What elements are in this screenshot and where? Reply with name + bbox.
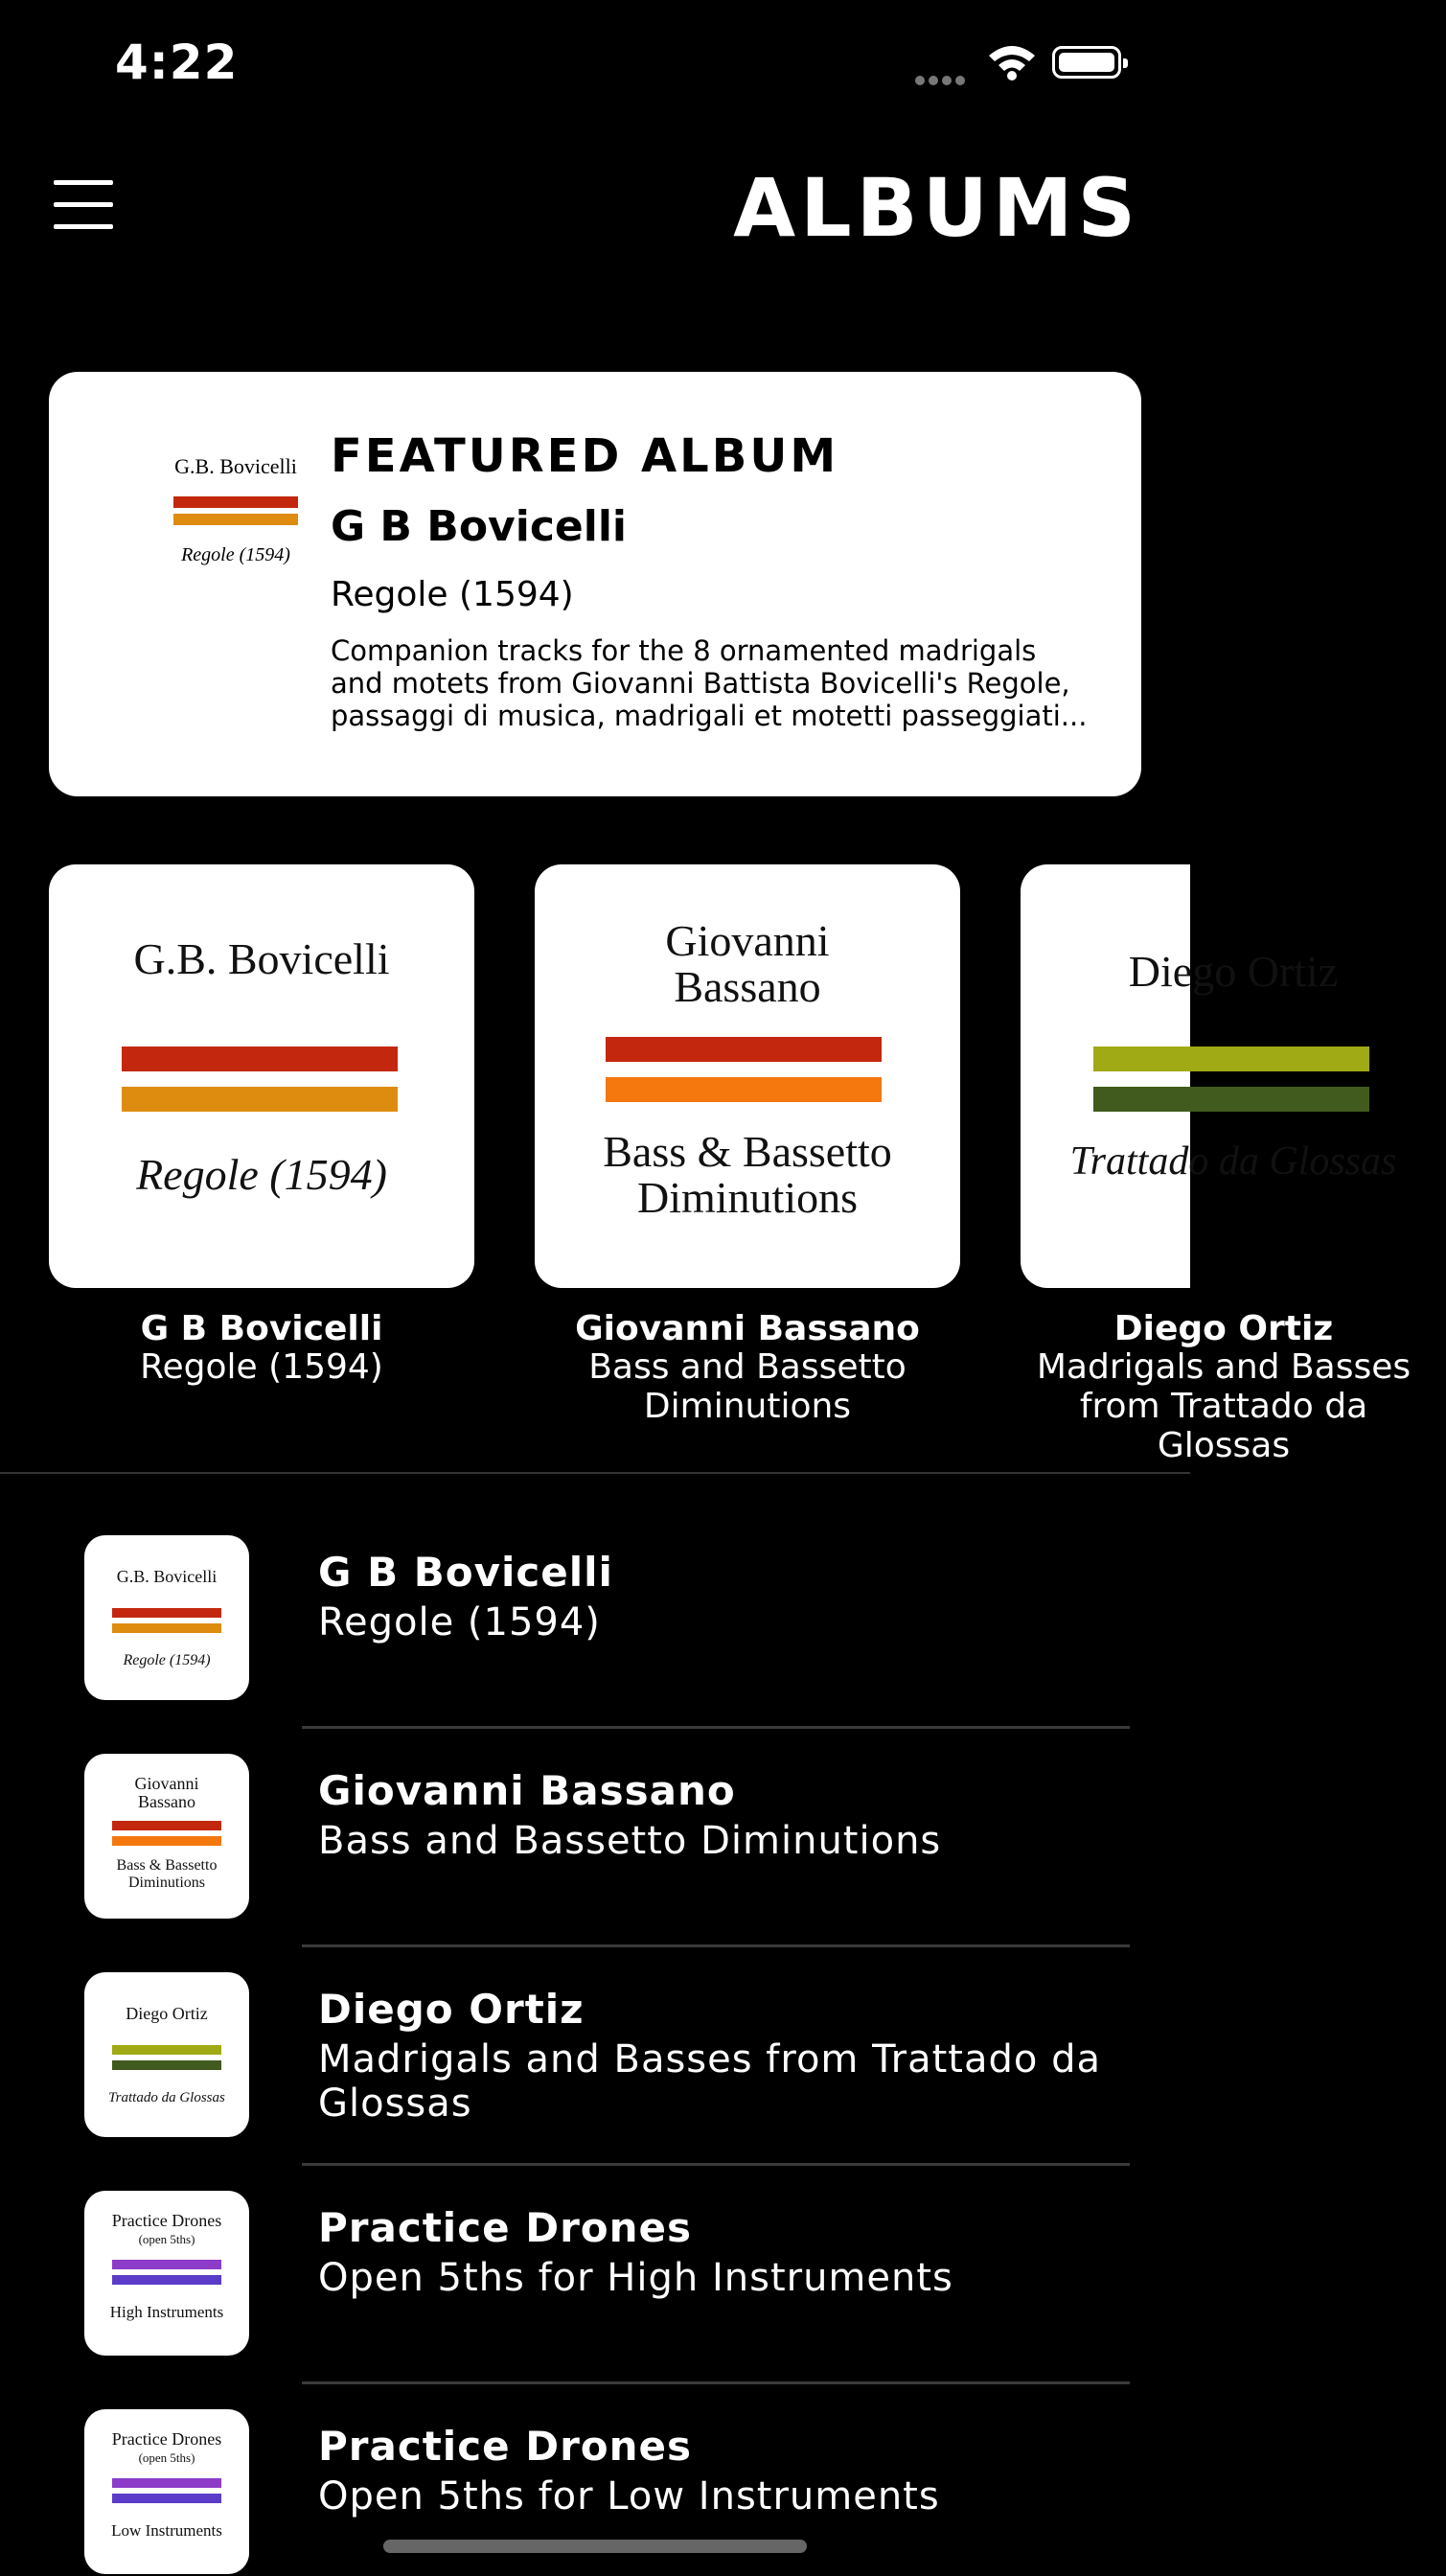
list-item[interactable]: [0, 1733, 1190, 1944]
art-color-bar: [122, 1087, 398, 1112]
art-color-bar: [112, 1623, 221, 1633]
art-color-bar: [112, 2045, 221, 2055]
art-album-text: Trattado da Glossas: [1069, 1139, 1397, 1184]
album-card-subtitle: Madrigals and Basses: [1036, 1347, 1412, 1387]
featured-album-art: [106, 448, 365, 602]
album-thumbnail: [84, 1535, 249, 1700]
list-item-album: Regole (1594): [318, 1600, 601, 1644]
album-card[interactable]: [535, 864, 960, 1288]
album-card-subtitle: Regole (1594): [140, 1347, 383, 1387]
art-album-text: Trattado da Glossas: [108, 2090, 225, 2105]
album-card-subtitle: Diminutions: [643, 1387, 852, 1426]
description-line: Companion tracks for the 8 ornamented madrigals: [331, 634, 1037, 667]
list-item-artist: Practice Drones: [318, 2204, 693, 2251]
page-title: ALBUMS: [733, 161, 1140, 255]
art-artist-text: Practice Drones: [111, 2211, 222, 2230]
art-color-bar: [112, 2494, 221, 2503]
art-album-text: Regole (1594): [181, 544, 290, 565]
album-thumbnail: [84, 2191, 249, 2356]
art-artist-text: Diego Ortiz: [1128, 947, 1339, 996]
section-divider: [0, 1472, 1190, 1474]
art-album-text: Diminutions: [127, 1874, 205, 1891]
art-artist-text: Diego Ortiz: [126, 2004, 208, 2023]
featured-description: [331, 634, 1097, 732]
art-album-text: Bass & Bassetto: [603, 1127, 892, 1176]
list-item-artist: Practice Drones: [318, 2423, 693, 2470]
list-item-album-line: Glossas: [318, 2082, 472, 2126]
art-color-bar: [112, 2275, 221, 2285]
art-color-bar: [122, 1046, 398, 1071]
battery-icon: [1052, 46, 1121, 79]
art-artist-text: Giovanni: [134, 1774, 199, 1793]
album-thumbnail: [84, 1972, 249, 2137]
art-artist-text: Giovanni: [665, 916, 830, 965]
art-color-bar: [112, 2260, 221, 2269]
album-card[interactable]: [49, 864, 474, 1288]
art-album-text: Regole (1594): [136, 1150, 387, 1199]
album-card-title: Giovanni Bassano: [575, 1309, 920, 1348]
album-card-subtitle: from Trattado da Glossas: [1079, 1387, 1368, 1465]
art-color-bar: [173, 496, 298, 508]
art-artist-text: G.B. Bovicelli: [116, 1567, 218, 1586]
art-color-bar: [112, 2060, 221, 2070]
featured-artist: G B Bovicelli: [331, 502, 627, 551]
list-item[interactable]: [0, 2170, 1190, 2380]
album-card[interactable]: [1021, 864, 1397, 1288]
art-color-bar: [1093, 1087, 1369, 1112]
art-album-text: Low Instruments: [111, 2521, 222, 2540]
art-artist-text: Bassano: [138, 1792, 195, 1811]
art-note-text: (open 5ths): [138, 2450, 195, 2465]
album-card-title: G B Bovicelli: [140, 1309, 383, 1348]
album-card-subtitle: Bass and Bassetto: [588, 1347, 907, 1387]
art-album-text: High Instruments: [109, 2303, 224, 2321]
featured-album-card[interactable]: [49, 372, 1141, 796]
list-item-album: Bass and Bassetto Diminutions: [318, 1819, 942, 1863]
list-item-artist: Diego Ortiz: [318, 1986, 585, 2033]
album-thumbnail: [84, 1754, 249, 1919]
art-color-bar: [606, 1077, 882, 1102]
list-separator: [302, 2163, 1130, 2166]
featured-album-title: Regole (1594): [331, 575, 574, 614]
list-item-album: Open 5ths for Low Instruments: [318, 2474, 940, 2518]
description-line: and motets from Giovanni Battista Bovicelli's Regole,: [331, 667, 1070, 700]
featured-label: FEATURED ALBUM: [331, 429, 839, 483]
description-line: passaggi di musica, madrigali et motetti passeggiati...: [331, 700, 1088, 732]
art-color-bar: [112, 2478, 221, 2488]
album-thumbnail: [84, 2409, 249, 2574]
art-album-text: Regole (1594): [123, 1652, 211, 1668]
art-artist-text: G.B. Bovicelli: [174, 454, 297, 478]
list-item-album: Open 5ths for High Instruments: [318, 2256, 953, 2300]
album-card-title: Diego Ortiz: [1113, 1309, 1334, 1348]
wifi-icon: [987, 42, 1037, 80]
art-artist-text: G.B. Bovicelli: [133, 934, 390, 983]
list-separator: [302, 1944, 1130, 1947]
list-separator: [302, 2381, 1130, 2384]
list-item-artist: G B Bovicelli: [318, 1549, 613, 1596]
art-color-bar: [112, 1821, 221, 1830]
art-color-bar: [112, 1836, 221, 1846]
status-time: 4:22: [115, 34, 239, 90]
list-item-album-line: Madrigals and Basses from Trattado da: [318, 2037, 1101, 2082]
menu-icon[interactable]: [54, 180, 113, 230]
art-artist-text: Bassano: [674, 962, 821, 1011]
art-color-bar: [1093, 1046, 1369, 1071]
art-artist-text: Practice Drones: [111, 2429, 222, 2449]
art-album-text: Diminutions: [636, 1173, 859, 1222]
art-album-text: Bass & Bassetto: [116, 1857, 218, 1874]
list-separator: [302, 1726, 1130, 1729]
list-item[interactable]: [0, 1951, 1190, 2162]
album-card-caption-clip: [968, 1303, 1412, 1465]
art-color-bar: [112, 1608, 221, 1618]
art-color-bar: [606, 1037, 882, 1062]
list-item-artist: Giovanni Bassano: [318, 1767, 736, 1814]
home-indicator[interactable]: [383, 2540, 807, 2553]
art-color-bar: [173, 514, 298, 525]
cellular-signal-icon: [915, 71, 969, 80]
art-note-text: (open 5ths): [138, 2232, 195, 2246]
list-item[interactable]: [0, 1514, 1190, 1725]
